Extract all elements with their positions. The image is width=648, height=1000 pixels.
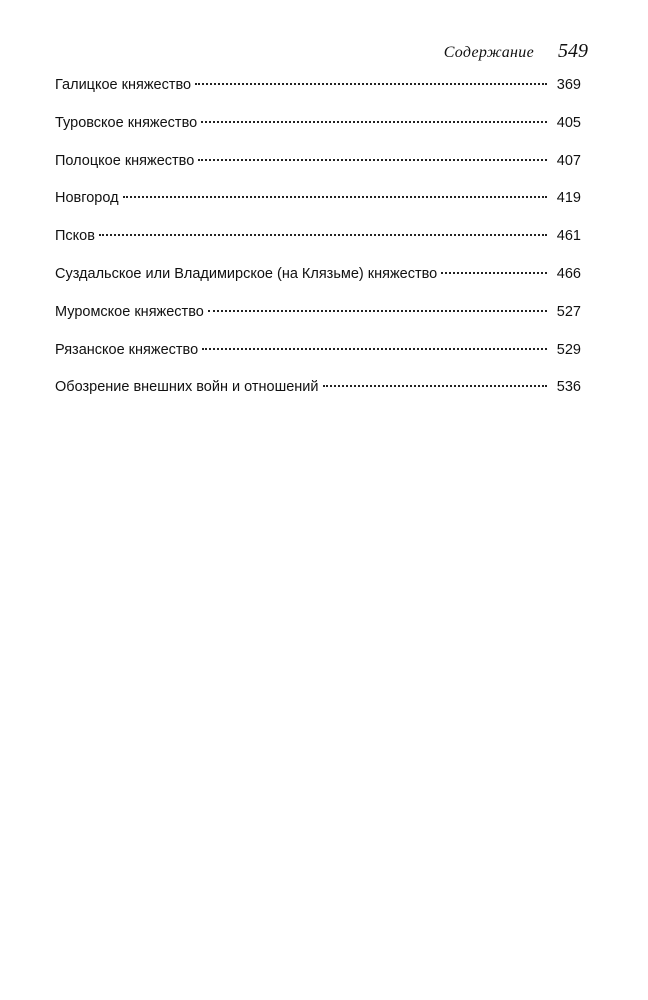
toc-entry-page: 419 <box>556 190 581 207</box>
dot-leader <box>441 272 547 274</box>
page-number: 549 <box>558 40 588 62</box>
dot-leader <box>123 196 547 198</box>
toc-entry-page: 536 <box>556 379 581 396</box>
toc-entry-title: Полоцкое княжество <box>55 152 195 169</box>
dot-leader <box>195 83 547 85</box>
toc-entry <box>55 298 581 336</box>
dot-leader <box>99 234 547 236</box>
dot-leader <box>198 159 547 161</box>
dot-leader <box>201 121 547 123</box>
toc-entry-title: Туровское княжество <box>55 114 198 131</box>
toc-entry-title: Суздальское или Владимирское (на Клязьме) княжество <box>55 265 438 282</box>
toc-entry-page: 529 <box>556 341 581 358</box>
toc-entry-page: 466 <box>556 265 581 282</box>
toc-entry-title: Обозрение внешних войн и отношений <box>55 379 319 396</box>
dot-leader <box>208 310 547 312</box>
toc-entry <box>55 336 581 374</box>
toc-entry <box>55 109 581 147</box>
toc-entry-title: Муромское княжество <box>55 303 204 320</box>
toc-entry <box>55 71 581 109</box>
toc-entry-page: 527 <box>556 303 581 320</box>
toc-entry-title: Рязанское княжество <box>55 341 199 358</box>
toc-entry-page: 405 <box>556 114 581 131</box>
dot-leader <box>202 348 547 350</box>
toc-entry <box>55 147 581 185</box>
toc-entry-page: 369 <box>556 77 581 93</box>
running-head <box>444 40 588 63</box>
toc-entry <box>55 222 581 260</box>
toc-entry-title: Псков <box>55 228 95 245</box>
toc-entry-title: Галицкое княжество <box>55 77 192 93</box>
toc-entry-page: 461 <box>556 228 581 245</box>
table-of-contents <box>55 71 581 411</box>
toc-entry <box>55 260 581 298</box>
toc-entry <box>55 373 581 411</box>
dot-leader <box>323 385 548 387</box>
running-head-section: Содержание <box>443 44 534 61</box>
toc-entry <box>55 184 581 222</box>
toc-entry-title: Новгород <box>55 190 119 207</box>
toc-entry-page: 407 <box>556 152 581 169</box>
